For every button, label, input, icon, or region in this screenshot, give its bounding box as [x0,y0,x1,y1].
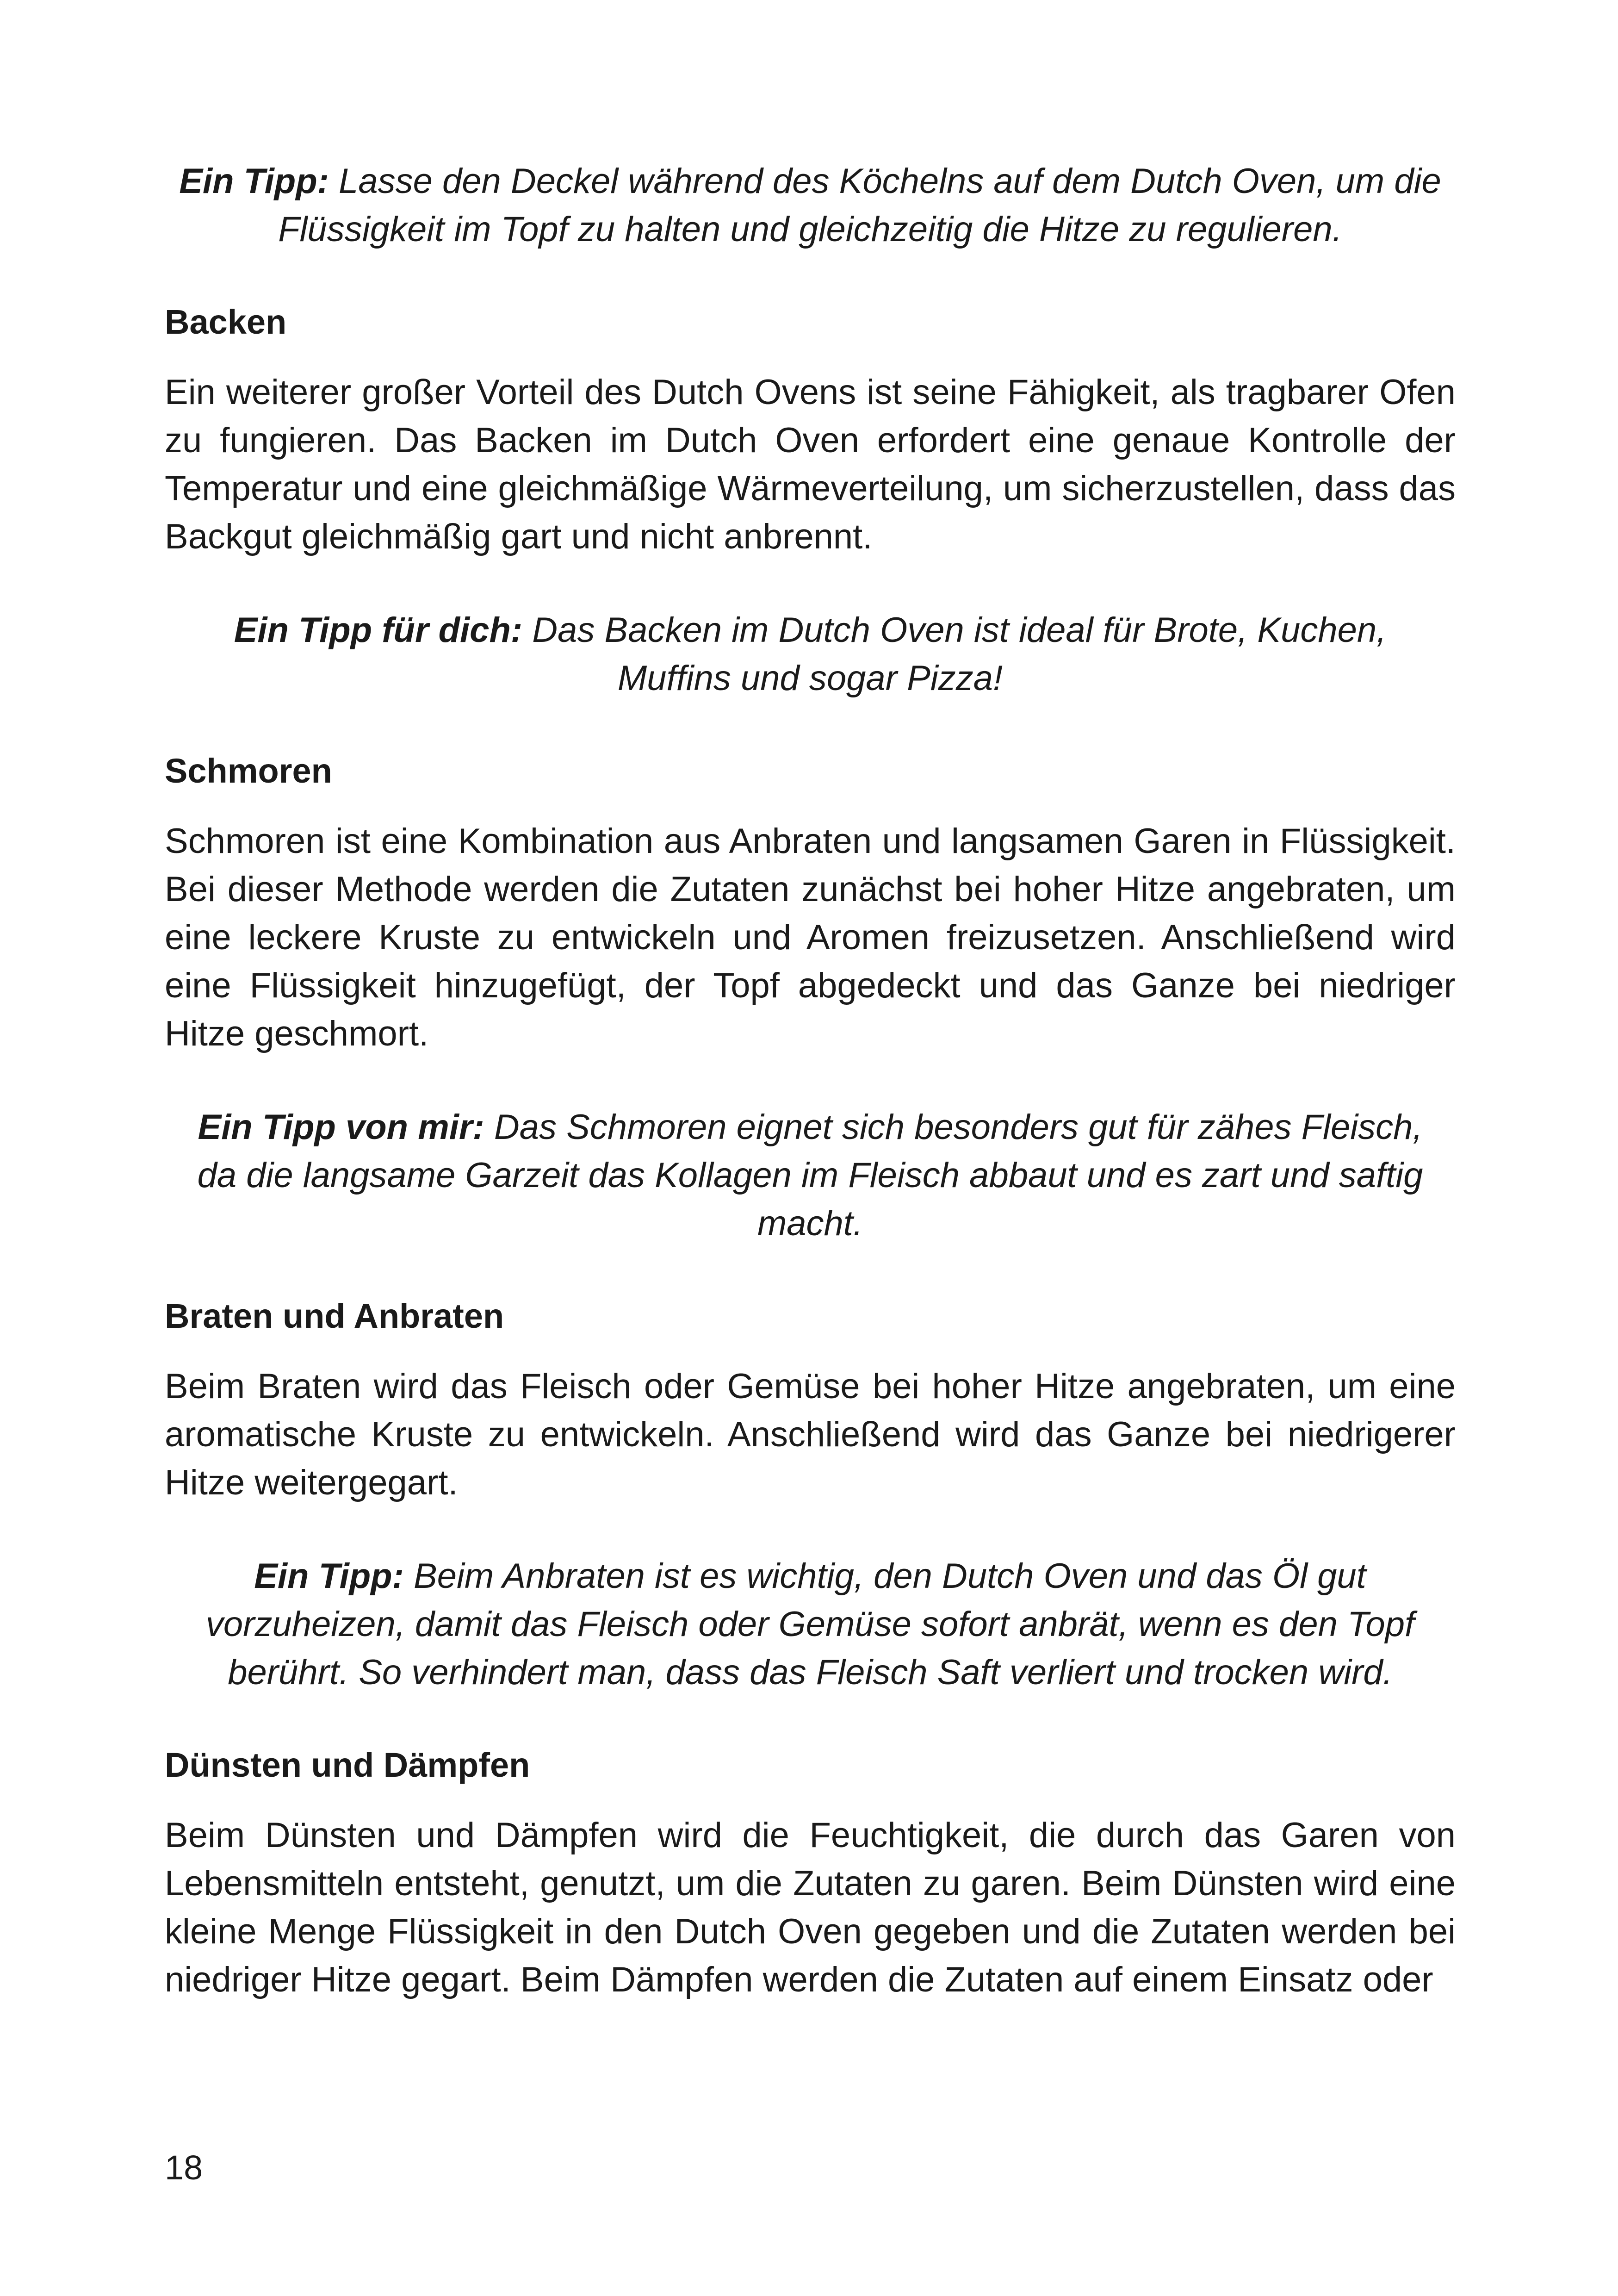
section-heading-backen: Backen [165,303,287,341]
page-number: 18 [165,2148,203,2187]
tip-label: Ein Tipp für dich: [234,610,523,650]
tip-paragraph [165,1103,1456,1248]
tip-text: Das Schmoren eignet sich besonders gut für zähes Fleisch, da die langsame Garzeit das Kollagen im Fleisch abbaut und es zart und saftig macht. [197,1108,1423,1243]
section-body-schmoren: Schmoren ist eine Kombination aus Anbraten und langsamen Garen in Flüssigkeit. Bei dieser Methode werden die Zutaten zunächst bei hoher Hitze angebraten, um eine leckere Kruste zu entwickeln und Aromen freizusetzen. Anschließend wird eine Flüssigkeit hinzugefügt, der Topf abgedeckt und das Ganze bei niedriger Hitze geschmort. [165,821,1456,1053]
tip-label: Ein Tipp: [254,1556,404,1596]
page-content [165,157,1456,2004]
tip-paragraph [165,157,1456,254]
tip-label: Ein Tipp: [179,162,329,201]
section-body-duensten: Beim Dünsten und Dämpfen wird die Feuchtigkeit, die durch das Garen von Lebensmitteln entsteht, genutzt, um die Zutaten zu garen. Beim Dünsten wird eine kleine Menge Flüssigkeit in den Dutch Oven gegeben und die Zutaten werden bei niedriger Hitze gegart. Beim Dämpfen werden die Zutaten auf einem Einsatz oder [165,1816,1456,1999]
section-heading-duensten: Dünsten und Dämpfen [165,1746,530,1784]
tip-label: Ein Tipp von mir: [198,1108,484,1147]
tip-text: Lasse den Deckel während des Köchelns auf dem Dutch Oven, um die Flüssigkeit im Topf zu halten und gleichzeitig die Hitze zu regulieren. [278,162,1441,249]
tip-text: Das Backen im Dutch Oven ist ideal für Brote, Kuchen, Muffins und sogar Pizza! [522,610,1387,698]
section-heading-braten: Braten und Anbraten [165,1297,504,1335]
section-body-backen: Ein weiterer großer Vorteil des Dutch Ovens ist seine Fähigkeit, als tragbarer Ofen zu fungieren. Das Backen im Dutch Oven erfordert eine genaue Kontrolle der Temperatur und eine gleichmäßige Wärmeverteilung, um sicherzustellen, dass das Backgut gleichmäßig gart und nicht anbrennt. [165,373,1456,556]
tip-paragraph [165,1552,1456,1697]
section-body-braten: Beim Braten wird das Fleisch oder Gemüse bei hoher Hitze angebraten, um eine aromatische Kruste zu entwickeln. Anschließend wird das Ganze bei niedrigerer Hitze weitergegart. [165,1367,1456,1502]
tip-paragraph [165,606,1456,703]
section-heading-schmoren: Schmoren [165,752,332,790]
tip-text: Beim Anbraten ist es wichtig, den Dutch Oven und das Öl gut vorzuheizen, damit das Fleisch oder Gemüse sofort anbrät, wenn es den Topf berührt. So verhindert man, dass das Fleisch Saft verliert und trocken wird. [205,1556,1415,1692]
